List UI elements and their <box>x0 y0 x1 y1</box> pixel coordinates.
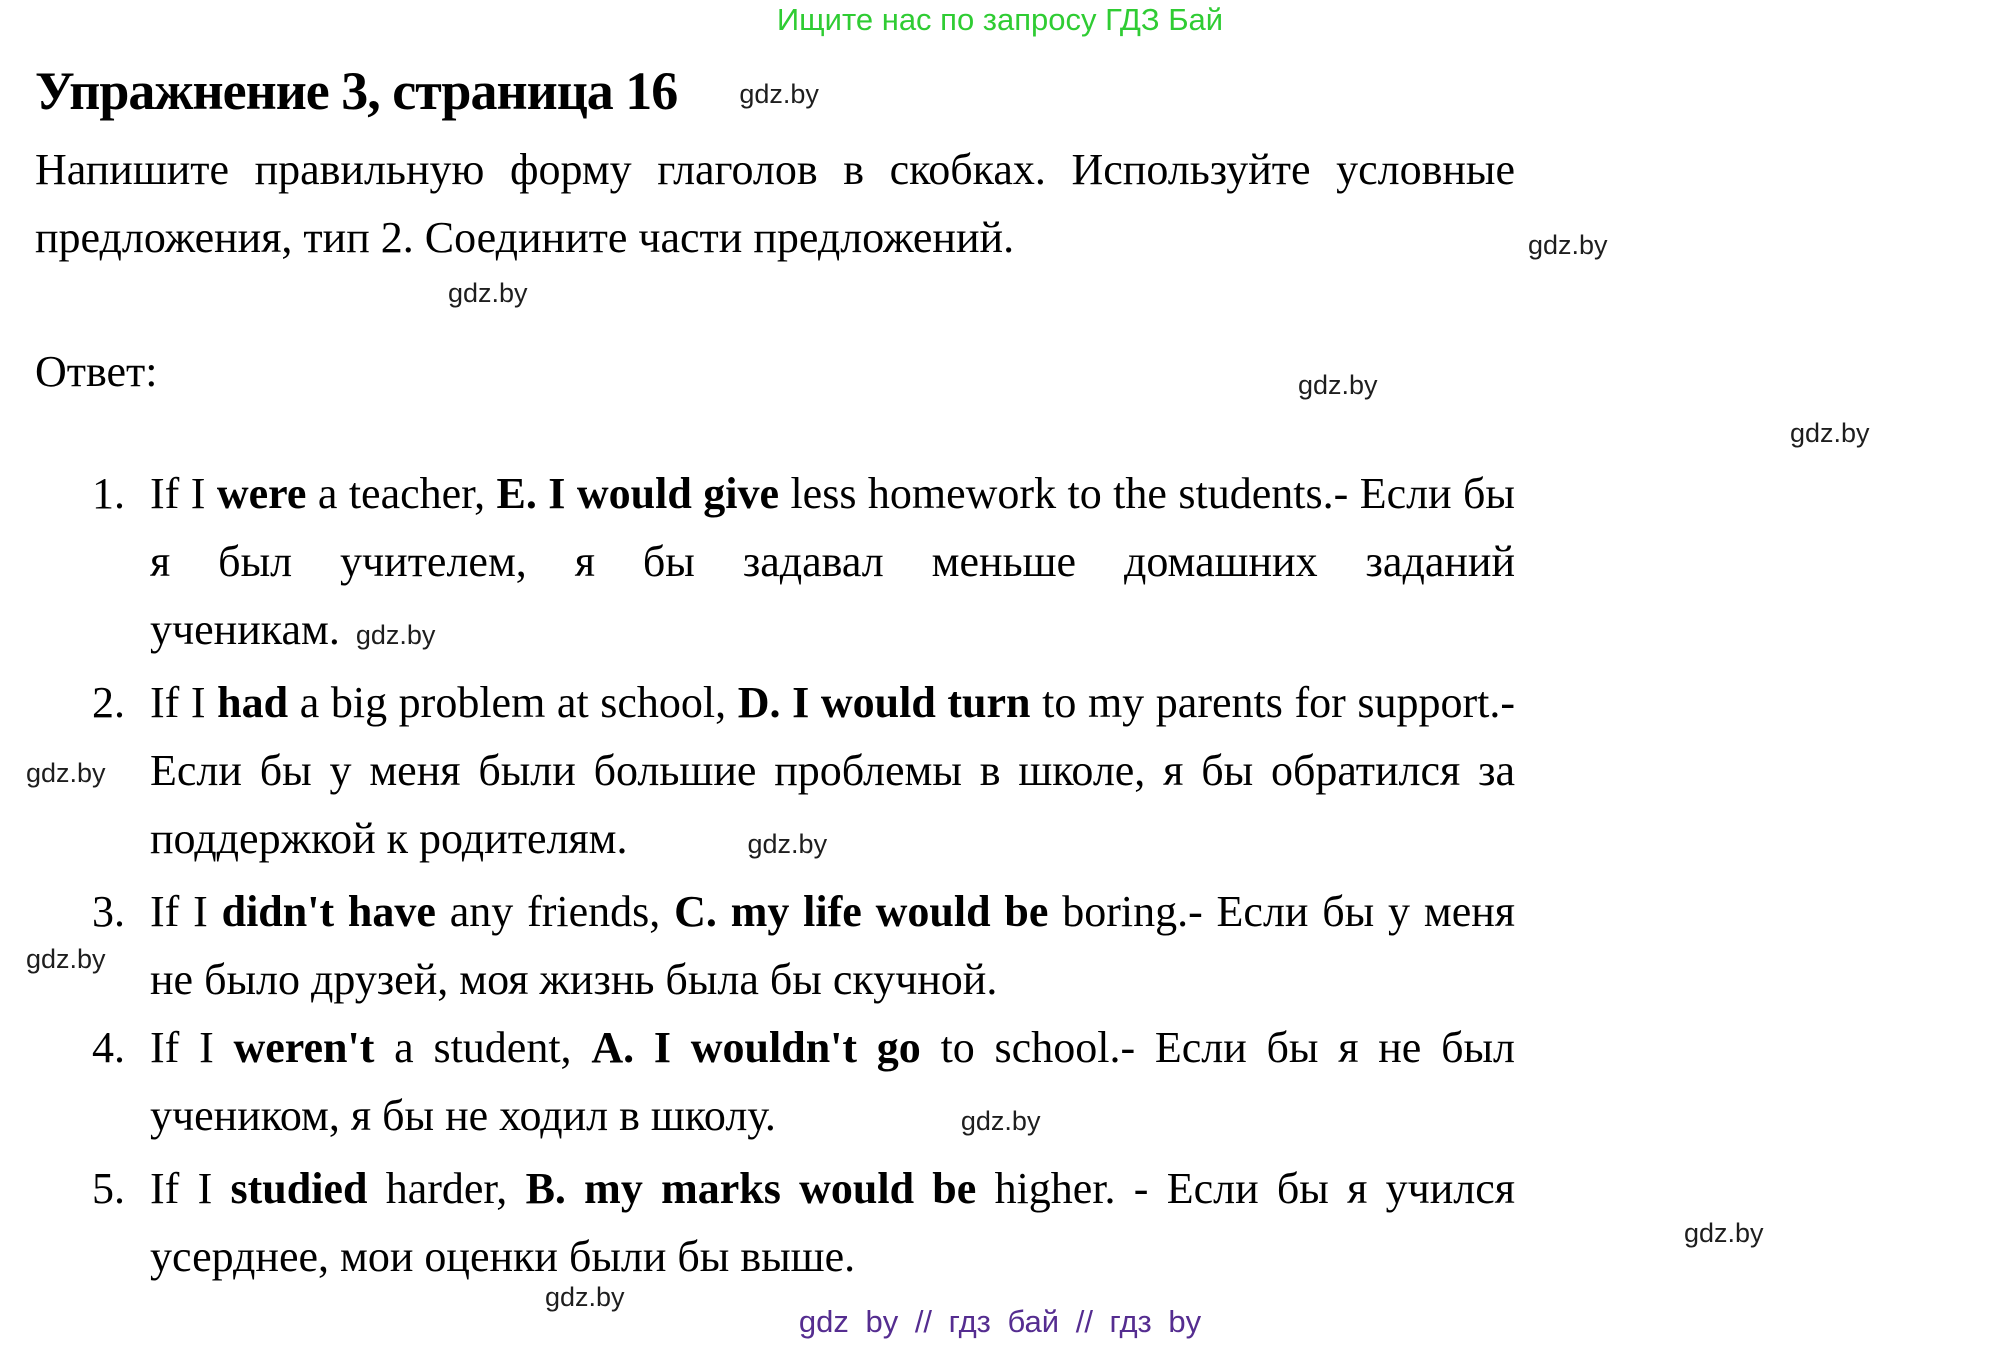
item-text-mid: a teacher, <box>306 469 497 518</box>
item-number: 2. <box>92 678 125 727</box>
title-row <box>35 60 2000 122</box>
gdz-watermark: gdz.by <box>26 758 106 788</box>
item-text-prefix: If I <box>150 1164 231 1213</box>
item-number: 4. <box>92 1023 125 1072</box>
gdz-watermark: gdz.by <box>1298 370 1378 400</box>
footer <box>0 1304 2000 1340</box>
item-text-prefix: If I <box>150 887 222 936</box>
item-text-tail: higher. - Если бы я учился усерднее, мои оценки были бы выше. <box>150 1164 1515 1281</box>
item-text-tail: to school.- Если бы я не был учеником, я бы не ходил в школу. <box>150 1023 1515 1140</box>
bold-match-phrase: C. my life would be <box>674 887 1049 936</box>
item-text-mid: any friends, <box>435 887 675 936</box>
bold-verb: didn't have <box>221 887 436 936</box>
item-text-prefix: If I <box>150 469 217 518</box>
item-text-tail: less homework to the students.- Если бы я был учителем, я бы задавал меньше домашних заданий ученикам. <box>150 469 1515 654</box>
gdz-watermark: gdz.by <box>1684 1218 1764 1248</box>
task-text: Напишите правильную форму глаголов в скобках. Используйте условные предложения, тип 2. Соедините части предложений. <box>35 145 1515 262</box>
item-text-tail: boring.- Если бы у меня не было друзей, моя жизнь была бы скучной. <box>150 887 1516 1004</box>
answer-label: Ответ: <box>35 347 158 396</box>
item-text-prefix: If I <box>150 1023 234 1072</box>
item-text-mid: harder, <box>367 1164 526 1213</box>
list-item <box>35 669 1515 878</box>
promo-text: Ищите нас по запросу ГДЗ Бай <box>776 2 1224 37</box>
gdz-watermark: gdz.by <box>545 1282 625 1312</box>
item-text-tail: to my parents for support.- Если бы у меня были большие проблемы в школе, я бы обратился за поддержкой к родителям. <box>150 678 1516 863</box>
footer-text: gdz by // гдз бай // гдз by <box>798 1304 1202 1339</box>
gdz-watermark: gdz.by <box>448 278 528 308</box>
bold-match-phrase: A. I wouldn't go <box>591 1023 921 1072</box>
item-text-mid: a student, <box>374 1023 592 1072</box>
gdz-watermark: gdz.by <box>26 944 106 974</box>
gdz-watermark: gdz.by <box>355 620 436 650</box>
bold-verb: studied <box>230 1164 368 1213</box>
list-item <box>35 1014 1515 1155</box>
gdz-watermark: gdz.by <box>960 1106 1041 1136</box>
item-text-prefix: If I <box>150 678 218 727</box>
list-item <box>35 460 1515 669</box>
gdz-watermark: gdz.by <box>747 829 828 859</box>
promo-banner <box>35 0 1965 38</box>
bold-verb: weren't <box>233 1023 375 1072</box>
page-title: Упражнение 3, страница 16 <box>35 61 678 121</box>
answers-list <box>35 460 1515 1291</box>
bold-verb: were <box>216 469 307 518</box>
item-number: 1. <box>92 469 125 518</box>
bold-verb: had <box>217 678 289 727</box>
item-number: 3. <box>92 887 125 936</box>
list-item <box>35 1155 1515 1291</box>
bold-match-phrase: B. my marks would be <box>525 1164 977 1213</box>
item-text-mid: a big problem at school, <box>288 678 738 727</box>
gdz-watermark: gdz.by <box>739 79 819 109</box>
gdz-watermark: gdz.by <box>1528 230 1608 260</box>
list-item <box>35 878 1515 1014</box>
item-number: 5. <box>92 1164 125 1213</box>
bold-match-phrase: D. I would turn <box>737 678 1031 727</box>
bold-match-phrase: E. I would give <box>496 469 780 518</box>
gdz-watermark: gdz.by <box>1790 418 1870 448</box>
